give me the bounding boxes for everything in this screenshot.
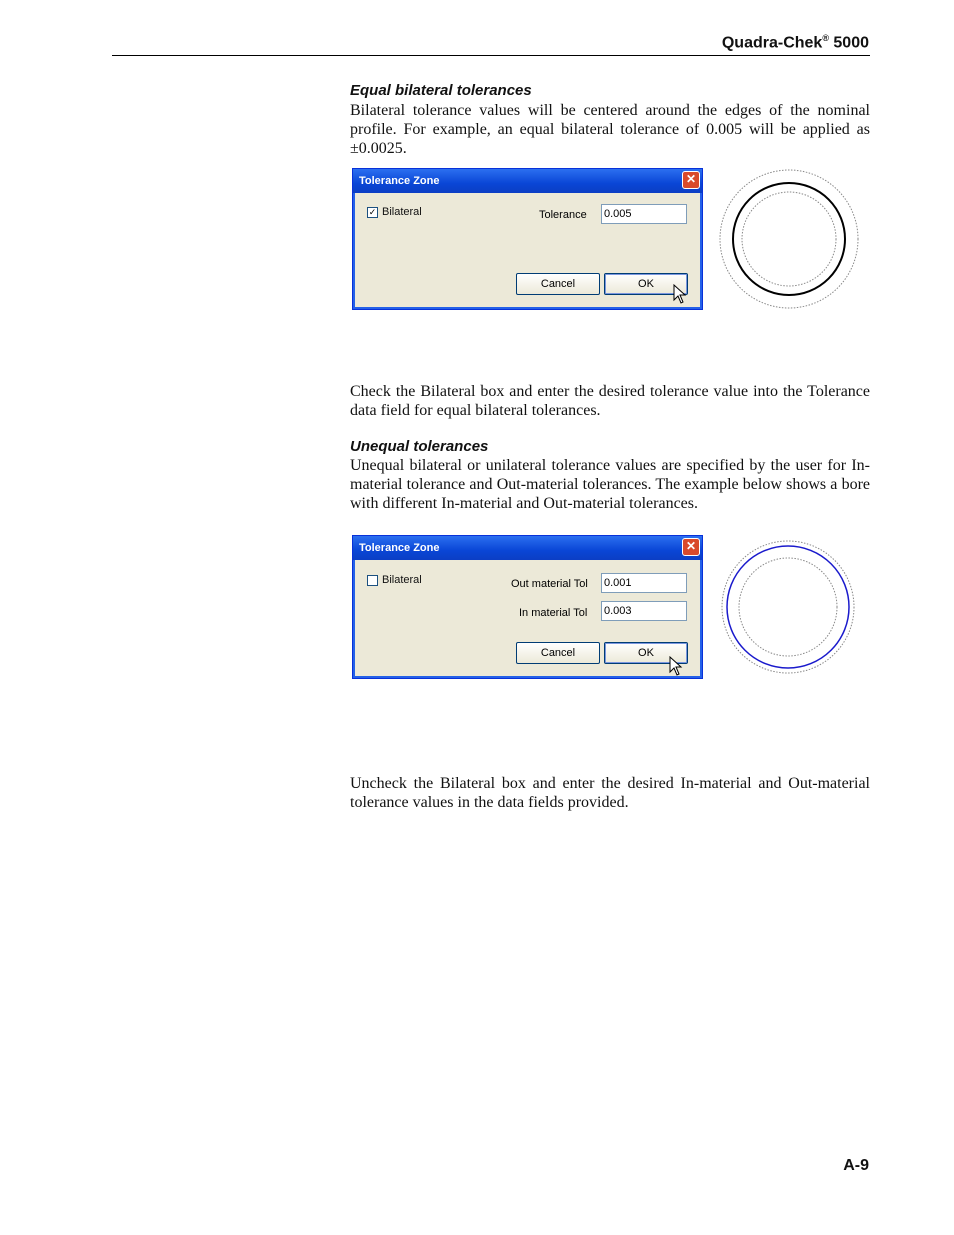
page-number: A-9 [843, 1157, 869, 1174]
section-heading-unequal: Unequal tolerances [350, 438, 489, 455]
bilateral-label: Bilateral [382, 574, 422, 586]
dialog-title: Tolerance Zone [359, 175, 440, 187]
bilateral-label: Bilateral [382, 206, 422, 218]
close-icon[interactable]: ✕ [682, 171, 700, 189]
bilateral-tolerance-circles [711, 160, 871, 318]
outer-tolerance-circle [722, 541, 854, 673]
header-rule [112, 55, 870, 56]
out-material-input[interactable] [601, 573, 687, 593]
paragraph-unequal-instructions: Uncheck the Bilateral box and enter the desired In-material and Out-material tolerance values in the data fields provided. [350, 775, 870, 811]
in-material-input[interactable] [601, 601, 687, 621]
in-material-label: In material Tol [519, 607, 588, 619]
tolerance-input[interactable] [601, 204, 687, 224]
inner-tolerance-circle [739, 558, 837, 656]
registered-mark: ® [822, 33, 829, 43]
bilateral-checkbox-row[interactable] [367, 206, 422, 218]
ok-button[interactable]: OK [604, 642, 688, 664]
inner-tolerance-circle [742, 192, 836, 286]
nominal-circle [727, 546, 849, 668]
paragraph-unequal-intro: Unequal bilateral or unilateral tolerance values are specified by the user for In-material tolerance and Out-material tolerances. The example below shows a bore with different In-material and Out-material tolerances. [350, 457, 870, 512]
bilateral-checkbox[interactable]: ✓ [368, 206, 377, 217]
bilateral-checkbox-row[interactable] [367, 574, 422, 586]
bilateral-checkbox[interactable] [367, 575, 378, 586]
outer-tolerance-circle [720, 170, 858, 308]
mouse-pointer-icon [669, 656, 683, 676]
running-header [722, 33, 869, 52]
paragraph-equal-intro: Bilateral tolerance values will be centered around the edges of the nominal profile. For example, an equal bilateral tolerance of 0.005 will be applied as ±0.0025. [350, 102, 870, 157]
unequal-tolerance-circles [711, 530, 861, 675]
dialog-titlebar [353, 169, 702, 193]
tolerance-label: Tolerance [539, 209, 587, 221]
close-icon[interactable]: ✕ [682, 538, 700, 556]
section-heading-equal: Equal bilateral tolerances [350, 82, 532, 99]
nominal-circle [733, 183, 845, 295]
dialog-title: Tolerance Zone [359, 542, 440, 554]
tolerance-zone-dialog-equal [352, 168, 703, 310]
cancel-button[interactable]: Cancel [516, 273, 600, 295]
cancel-button[interactable]: Cancel [516, 642, 600, 664]
paragraph-equal-instructions: Check the Bilateral box and enter the desired tolerance value into the Tolerance data field for equal bilateral tolerances. [350, 383, 870, 419]
mouse-pointer-icon [673, 284, 687, 304]
model-number: 5000 [828, 34, 869, 52]
ok-button[interactable]: OK [604, 273, 688, 295]
product-name: Quadra-Chek [721, 34, 823, 52]
tolerance-zone-dialog-unequal [352, 535, 703, 679]
out-material-label: Out material Tol [511, 578, 588, 590]
dialog-titlebar [353, 536, 702, 560]
